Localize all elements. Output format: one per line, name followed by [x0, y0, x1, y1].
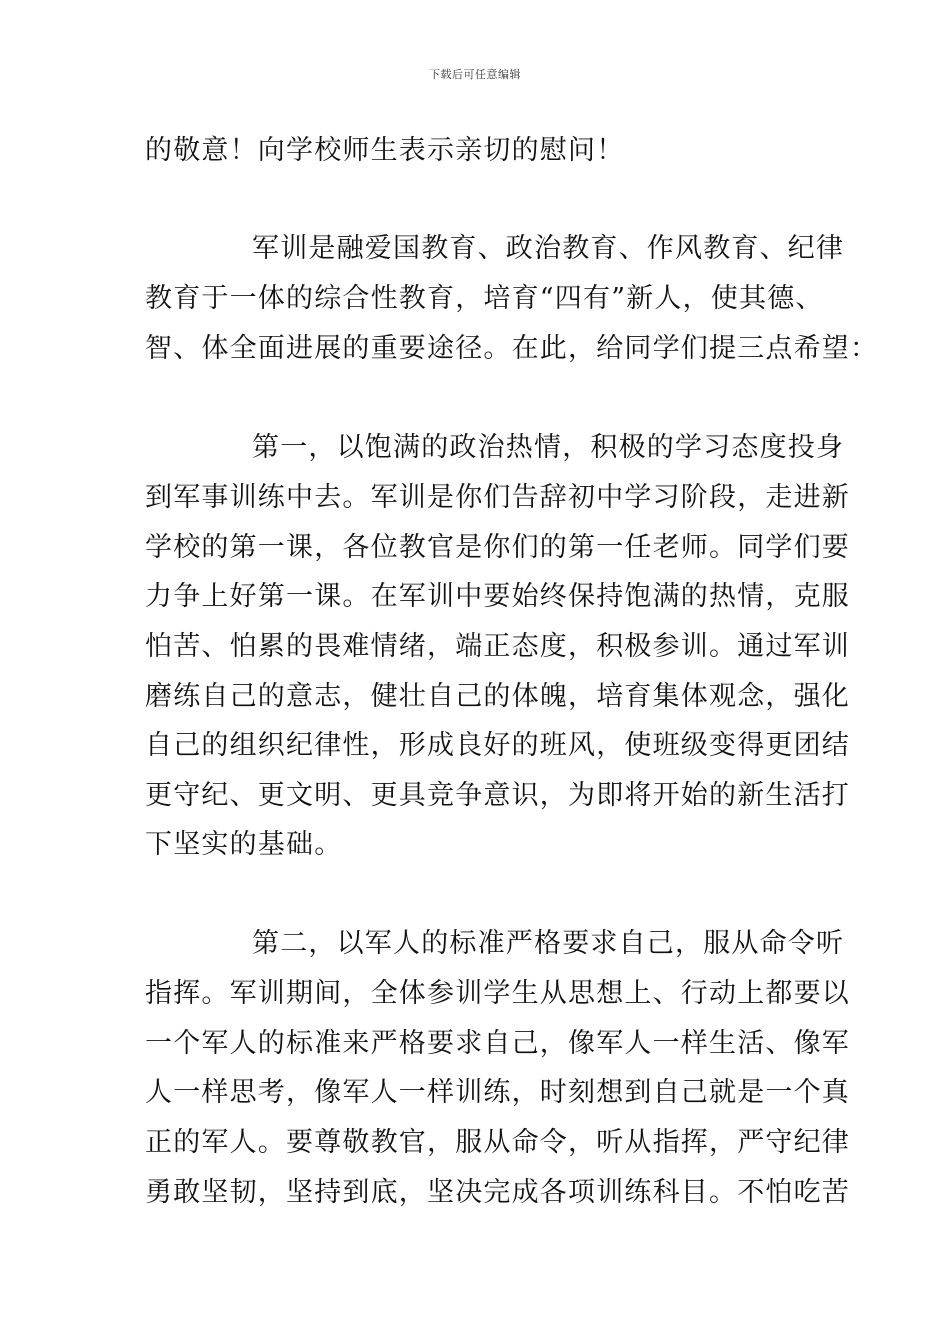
text-line: 到军事训练中去。军训是你们告辞初中学习阶段，走进新 — [145, 482, 850, 513]
text-line: 更守纪、更文明、更具竞争意识，为即将开始的新生活打 — [145, 780, 850, 811]
header-note: 下载后可任意编辑 — [429, 68, 521, 81]
text-line: 智、体全面进展的重要途径。在此，给同学们提三点希望： — [145, 333, 879, 364]
text-line: 力争上好第一课。在军训中要始终保持饱满的热情，克服 — [145, 581, 850, 612]
text-line: 人一样思考，像军人一样训练，时刻想到自己就是一个真 — [145, 1077, 850, 1108]
text-line: 怕苦、怕累的畏难情绪，端正态度，积极参训。通过军训 — [145, 631, 850, 662]
text-line: 磨练自己的意志，健壮自己的体魄，培育集体观念，强化 — [145, 681, 850, 712]
text-line: 勇敢坚韧，坚持到底，坚决完成各项训练科目。不怕吃苦 — [145, 1177, 850, 1208]
paragraph-first-line: 第二，以军人的标准严格要求自己，服从命令听 — [252, 928, 845, 959]
text-line: 一个军人的标准来严格要求自己，像军人一样生活、像军 — [145, 1028, 850, 1059]
text-line: 正的军人。要尊敬教官，服从命令，听从指挥，严守纪律 — [145, 1127, 850, 1158]
text-line: 下坚实的基础。 — [145, 829, 343, 860]
text-line: 教育于一体的综合性教育，培育“四有”新人，使其德、 — [145, 283, 824, 314]
paragraph-first-line: 军训是融爱国教育、政治教育、作风教育、纪律 — [252, 233, 845, 264]
text-line: 指挥。军训期间，全体参训学生从思想上、行动上都要以 — [145, 978, 850, 1009]
text-line: 自己的组织纪律性，形成良好的班风，使班级变得更团结 — [145, 730, 850, 761]
paragraph-first-line: 第一，以饱满的政治热情，积极的学习态度投身 — [252, 432, 845, 463]
text-line: 的敬意！向学校师生表示亲切的慰问！ — [145, 135, 625, 166]
text-line: 学校的第一课，各位教官是你们的第一任老师。同学们要 — [145, 532, 850, 563]
